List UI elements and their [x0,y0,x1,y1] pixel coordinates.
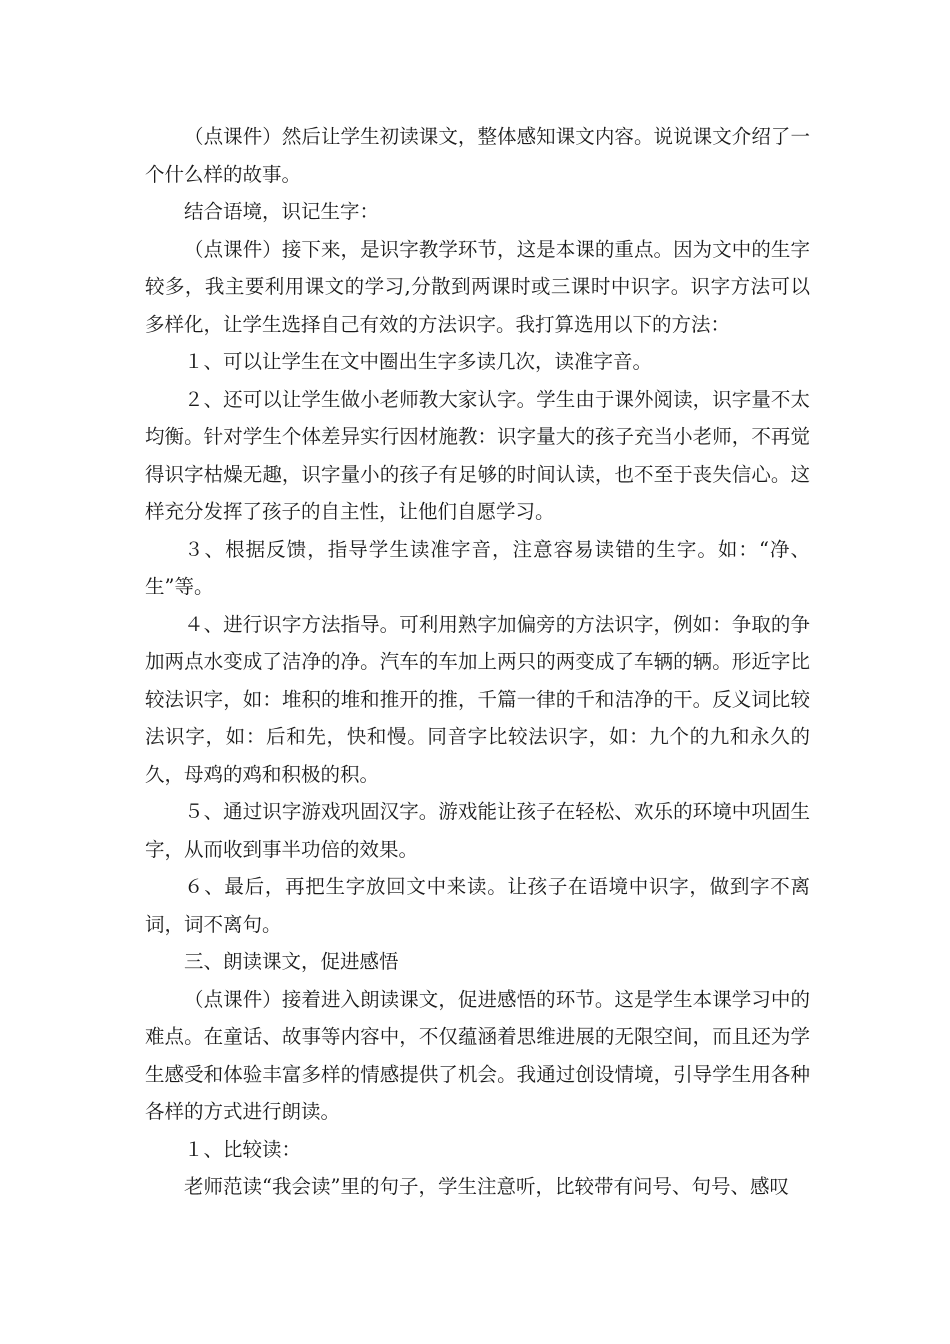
paragraph-method-1: １、可以让学生在文中圈出生字多读几次，读准字音。 [184,350,653,373]
paragraph-compare-reading: １、比较读： [184,1137,302,1161]
paragraph-teacher-demo: 老师范读“我会读”里的句子，学生注意听，比较带有问号、句号、感叹 [184,1175,789,1198]
paragraph-literacy-methods: （点课件）接下来，是识字教学环节，这是本课的重点。因为文中的生字较多，我主要利用课文的学习,分散到两课时或三课时中识字。识字方法可以多样化，让学生选择自己有效的方法识字。我打算选用以下的方法： [145,237,810,336]
paragraph-method-4: ４、进行识字方法指导。可利用熟字加偏旁的方法识字，例如：争取的争加两点水变成了洁净的净。汽车的车加上两只的两变成了车辆的辆。形近字比较法识字，如：堆积的堆和推开的推，千篇一律的千和洁净的干。反义词比较法识字，如：后和先，快和慢。同音字比较法识字，如：九个的九和永久的久，母鸡的鸡和积极的积。 [145,612,810,786]
paragraph-method-5: ５、通过识字游戏巩固汉字。游戏能让孩子在轻松、欢乐的环境中巩固生字，从而收到事半功倍的效果。 [145,800,810,861]
paragraph-context-literacy-heading: 结合语境，识记生字： [184,200,380,223]
paragraph-method-6: ６、最后，再把生字放回文中来读。让孩子在语境中识字，做到字不离词，词不离句。 [145,875,810,936]
paragraph-intro-reading: （点课件）然后让学生初读课文，整体感知课文内容。说说课文介绍了一个什么样的故事。 [145,125,810,186]
paragraph-method-3: ３、根据反馈，指导学生读准字音，注意容易读错的生字。如：“净、生”等。 [145,537,810,598]
paragraph-reading-intro: （点课件）接着进入朗读课文，促进感悟的环节。这是学生本课学习中的难点。在童话、故事等内容中，不仅蕴涵着思维进展的无限空间，而且还为学生感受和体验丰富多样的情感提供了机会。我通过创设情境，引导学生用各种各样的方式进行朗读。 [145,987,810,1123]
paragraph-method-2: ２、还可以让学生做小老师教大家认字。学生由于课外阅读，识字量不太均衡。针对学生个体差异实行因材施教：识字量大的孩子充当小老师，不再觉得识字枯燥无趣，识字量小的孩子有足够的时间认读，也不至于丧失信心。这样充分发挥了孩子的自主性，让他们自愿学习。 [145,387,810,523]
document-body [145,118,810,1206]
section-heading-reading: 三、朗读课文，促进感悟 [184,950,399,973]
